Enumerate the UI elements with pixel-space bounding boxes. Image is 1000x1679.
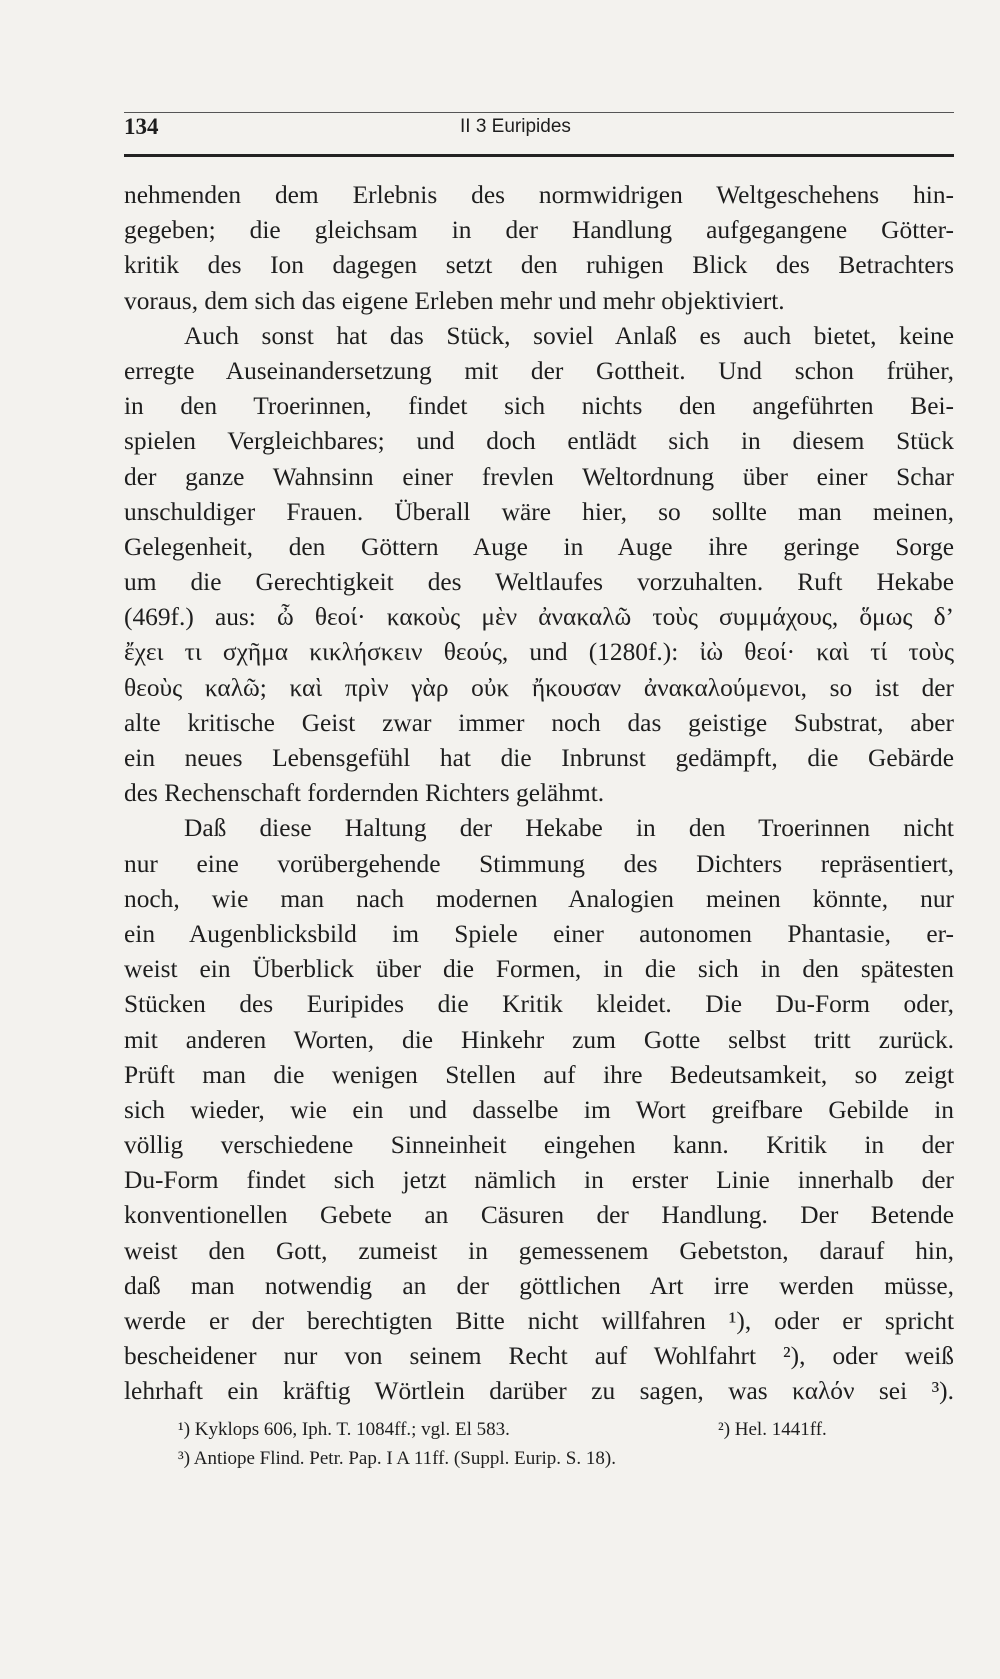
text-line: ein Augenblicksbild im Spiele einer autonomen Phantasie, er- xyxy=(124,919,954,948)
text-line: ein neues Lebensgefühl hat die Inbrunst gedämpft, die Gebärde xyxy=(124,744,954,772)
text-line: Daß diese Haltung der Hekabe in den Troerinnen nicht xyxy=(184,814,954,843)
text-line: in den Troerinnen, findet sich nichts den angeführten Bei- xyxy=(124,392,954,421)
body-text xyxy=(124,178,954,1410)
text-line: Gelegenheit, den Göttern Auge in Auge ihre geringe Sorge xyxy=(124,532,954,561)
text-line: Du-Form findet sich jetzt nämlich in erster Linie innerhalb der xyxy=(124,1166,954,1195)
text-line: sich wieder, wie ein und dasselbe im Wort greifbare Gebilde in xyxy=(124,1095,954,1124)
text-line: bescheidener nur von seinem Recht auf Wohlfahrt ²), oder weiß xyxy=(124,1342,954,1371)
running-head: II 3 Euripides xyxy=(460,116,571,137)
text-line: konventionellen Gebete an Cäsuren der Handlung. Der Betende xyxy=(124,1201,954,1230)
text-line: daß man notwendig an der göttlichen Art irre werden müsse, xyxy=(124,1271,954,1300)
text-line: θεοὺς καλῶ; καὶ πρὶν γὰρ οὐκ ἤκουσαν ἀνακαλούμενοι, so ist der xyxy=(124,673,954,702)
text-line: Prüft man die wenigen Stellen auf ihre Bedeutsamkeit, so zeigt xyxy=(124,1060,954,1089)
text-line: noch, wie man nach modernen Analogien meinen könnte, nur xyxy=(124,884,954,913)
footnote-line-1 xyxy=(178,1415,908,1444)
text-line: nur eine vorübergehende Stimmung des Dichters repräsentiert, xyxy=(124,849,954,878)
text-line: lehrhaft ein kräftig Wörtlein darüber zu sagen, was καλόν sei ³). xyxy=(124,1377,954,1406)
text-line: Stücken des Euripides die Kritik kleidet. Die Du-Form oder, xyxy=(124,990,954,1019)
text-line: spielen Vergleichbares; und doch entlädt sich in diesem Stück xyxy=(124,427,954,456)
text-line: gegeben; die gleichsam in der Handlung aufgegangene Götter- xyxy=(124,216,954,245)
footnote-2: ²) Hel. 1441ff. xyxy=(718,1419,827,1440)
text-line: um die Gerechtigkeit des Weltlaufes vorzuhalten. Ruft Hekabe xyxy=(124,568,954,597)
footnote-line-2 xyxy=(178,1444,908,1473)
text-line: kritik des Ion dagegen setzt den ruhigen Blick des Betrachters xyxy=(124,251,954,280)
text-line: alte kritische Geist zwar immer noch das geistige Substrat, aber xyxy=(124,708,954,737)
text-line: weist den Gott, zumeist in gemessenem Gebetston, darauf hin, xyxy=(124,1236,954,1265)
text-line: mit anderen Worten, die Hinkehr zum Gotte selbst tritt zurück. xyxy=(124,1025,954,1054)
text-line: unschuldiger Frauen. Überall wäre hier, so sollte man meinen, xyxy=(124,497,954,526)
text-line: erregte Auseinandersetzung mit der Gottheit. Und schon früher, xyxy=(124,356,954,385)
footnote-3: ³) Antiope Flind. Petr. Pap. I A 11ff. (Suppl. Eurip. S. 18). xyxy=(178,1448,616,1469)
text-line: weist ein Überblick über die Formen, in die sich in den spätesten xyxy=(124,955,954,984)
text-line: der ganze Wahnsinn einer frevlen Weltordnung über einer Schar xyxy=(124,462,954,491)
text-line: voraus, dem sich das eigene Erleben mehr und mehr objektiviert. xyxy=(124,286,785,315)
text-line: ἔχει τι σχῆμα κικλήσκειν θεούς, und (1280f.): ἰὼ θεοί· καὶ τί τοὺς xyxy=(124,638,954,667)
header-top-rule xyxy=(124,112,954,113)
footnote-1: ¹) Kyklops 606, Iph. T. 1084ff.; vgl. El 583. xyxy=(178,1419,510,1440)
text-line: nehmenden dem Erlebnis des normwidrigen Weltgeschehens hin- xyxy=(124,181,954,209)
header-bottom-rule xyxy=(124,154,954,157)
page-number: 134 xyxy=(124,114,159,139)
text-line: des Rechenschaft fordernden Richters gelähmt. xyxy=(124,779,605,808)
page-header xyxy=(124,112,954,158)
text-line: werde er der berechtigten Bitte nicht willfahren ¹), oder er spricht xyxy=(124,1307,954,1335)
text-line: völlig verschiedene Sinneinheit eingehen kann. Kritik in der xyxy=(124,1131,954,1160)
footnotes xyxy=(178,1415,908,1473)
text-line: (469f.) aus: ὦ θεοί· κακοὺς μὲν ἀνακαλῶ τοὺς συμμάχους, ὅμως δ’ xyxy=(124,603,954,632)
text-line: Auch sonst hat das Stück, soviel Anlaß es auch bietet, keine xyxy=(184,321,954,350)
